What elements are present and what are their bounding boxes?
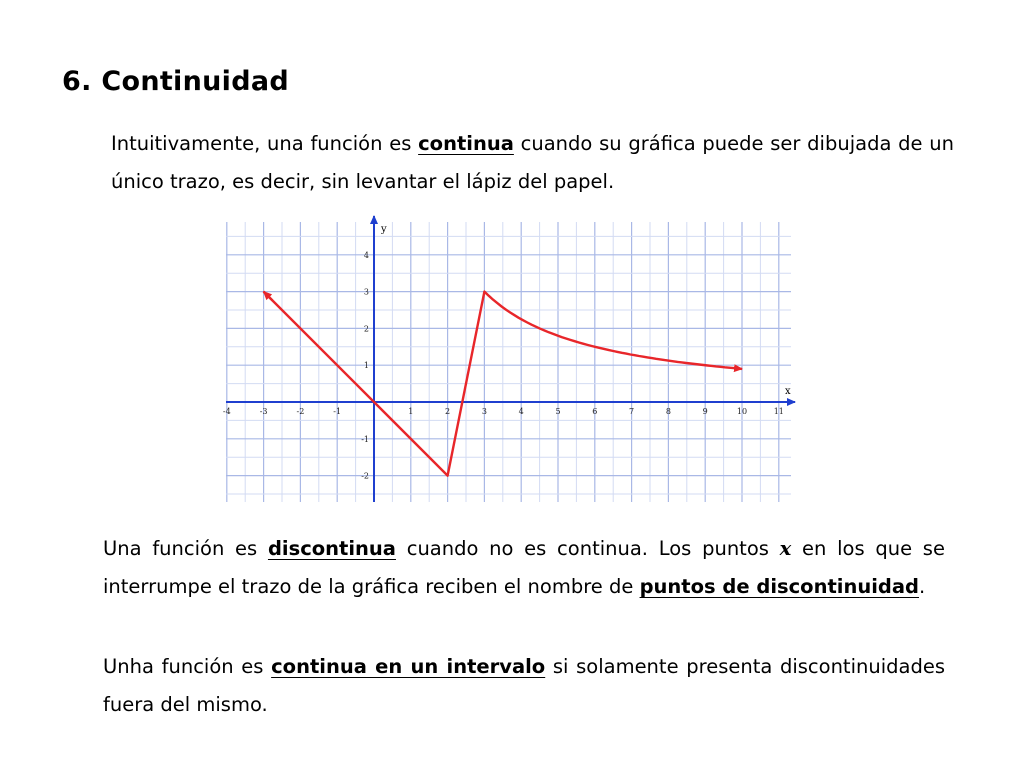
term-discontinua: discontinua xyxy=(267,537,396,560)
x-axis-label: x xyxy=(785,386,791,397)
y-tick-label: -1 xyxy=(361,434,369,444)
disc-text-4: . xyxy=(919,575,926,598)
term-continua-intervalo: continua en un intervalo xyxy=(271,655,546,678)
y-tick-label: 3 xyxy=(363,287,369,297)
term-continua: continua xyxy=(418,132,514,155)
x-tick-label: -4 xyxy=(222,407,231,416)
x-tick-label: 5 xyxy=(555,407,561,416)
x-tick-label: -3 xyxy=(259,407,268,416)
x-tick-label: 11 xyxy=(773,407,784,416)
x-tick-label: 10 xyxy=(736,407,748,416)
intro-text-1: Intuitivamente, una función es xyxy=(111,132,419,155)
y-tick-label: -2 xyxy=(361,471,369,481)
x-tick-label: 7 xyxy=(629,407,635,416)
section-number: 6. xyxy=(62,66,92,97)
interval-text-2: si solamente presenta discontinuidades fuera del mismo. xyxy=(103,655,945,716)
disc-text-1: Una función es xyxy=(103,537,268,560)
y-axis-label: y xyxy=(381,224,387,235)
x-tick-label: 8 xyxy=(665,407,671,416)
interval-paragraph xyxy=(103,648,945,724)
x-tick-label: 4 xyxy=(518,407,524,416)
y-tick-label: 2 xyxy=(363,324,369,334)
y-tick-label: 4 xyxy=(363,250,369,260)
x-tick-label: 6 xyxy=(592,407,598,416)
variable-x: x xyxy=(779,537,792,560)
x-tick-label: -2 xyxy=(296,407,305,416)
x-tick-label: 3 xyxy=(481,407,487,416)
curve-start-arrow xyxy=(264,292,273,301)
disc-text-3: en los que se interrumpe el trazo de la gráfica reciben el nombre de xyxy=(103,537,945,598)
y-tick-label: 1 xyxy=(363,361,369,371)
section-title: Continuidad xyxy=(101,66,289,97)
disc-text-2: cuando no es continua. Los puntos xyxy=(395,537,780,560)
x-tick-label: -1 xyxy=(333,407,342,416)
intro-text-2: cuando su gráfica puede ser dibujada de un único trazo, es decir, sin levantar el lápiz del papel. xyxy=(111,132,954,193)
x-tick-label: 1 xyxy=(408,407,414,416)
discontinuity-paragraph xyxy=(103,530,945,606)
x-tick-label: 9 xyxy=(702,407,708,416)
term-puntos-discontinuidad: puntos de discontinuidad xyxy=(639,575,919,598)
x-tick-label: 2 xyxy=(445,407,451,416)
interval-text-1: Unha función es xyxy=(103,655,272,678)
